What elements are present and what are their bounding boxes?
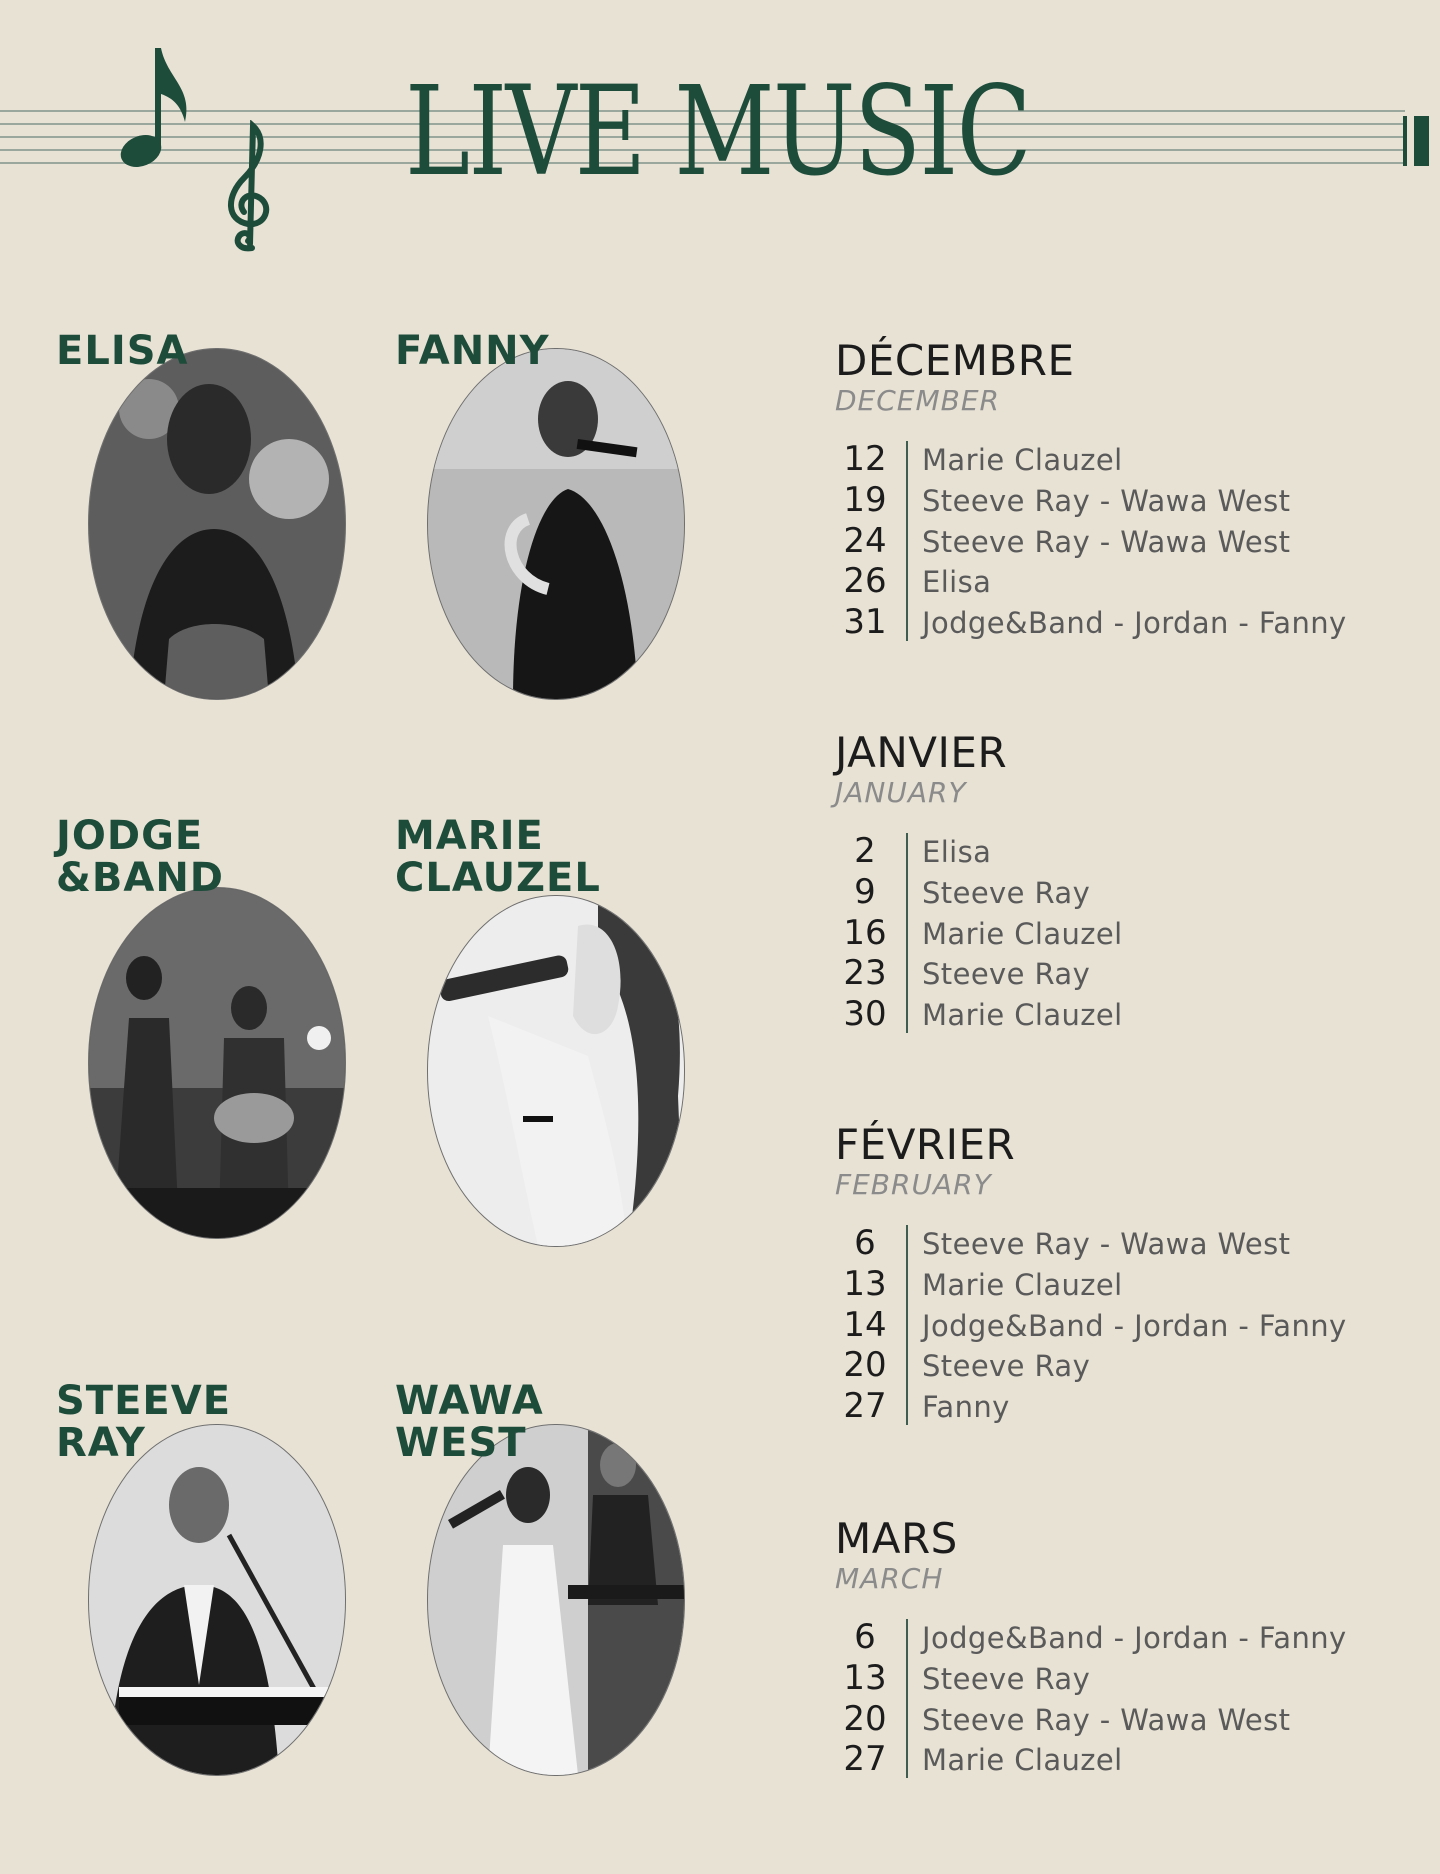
event-artist: Steeve Ray xyxy=(922,957,1091,992)
event-artist: Jodge&Band - Jordan - Fanny xyxy=(922,606,1347,641)
event-artist: Marie Clauzel xyxy=(922,1743,1123,1778)
artist-card-steeve-ray xyxy=(56,1380,356,1760)
photo-placeholder xyxy=(428,1425,684,1775)
event-day: 6 xyxy=(854,1223,876,1263)
photo-placeholder xyxy=(428,349,684,699)
event-artist: Steeve Ray xyxy=(922,1661,1091,1696)
event-day: 30 xyxy=(843,994,887,1035)
event-day: 14 xyxy=(843,1304,887,1345)
artist-card-marie-clauzel xyxy=(395,815,695,1195)
event-list xyxy=(835,439,1440,643)
event-row xyxy=(835,1386,1440,1427)
month-title: FÉVRIER xyxy=(835,1120,1016,1169)
event-day: 16 xyxy=(843,912,887,953)
event-row xyxy=(835,1739,1440,1780)
event-artist: Marie Clauzel xyxy=(922,443,1123,477)
photo-placeholder xyxy=(89,349,345,699)
event-row xyxy=(835,831,1440,872)
event-row xyxy=(835,1345,1440,1386)
event-day: 6 xyxy=(854,1617,876,1657)
month-block-january xyxy=(835,729,1440,1035)
artist-photo xyxy=(427,1424,685,1776)
artist-name: WAWA WEST xyxy=(395,1378,544,1466)
event-day: 19 xyxy=(843,479,887,520)
event-row xyxy=(835,1699,1440,1740)
event-day: 27 xyxy=(843,1739,887,1780)
event-row xyxy=(835,1305,1440,1346)
event-list xyxy=(835,831,1440,1035)
artist-card-wawa-west xyxy=(395,1380,695,1760)
event-day: 2 xyxy=(854,831,876,871)
artist-photo xyxy=(88,348,346,700)
event-artist: Steeve Ray - Wawa West xyxy=(922,483,1291,518)
event-artist: Elisa xyxy=(922,835,992,869)
event-artist: Marie Clauzel xyxy=(922,998,1123,1033)
artist-name: MARIE CLAUZEL xyxy=(395,813,601,901)
event-day: 31 xyxy=(843,602,887,643)
divider xyxy=(906,441,908,641)
month-block-march xyxy=(835,1515,1440,1780)
event-row xyxy=(835,913,1440,954)
event-artist: Jodge&Band - Jordan - Fanny xyxy=(922,1621,1347,1655)
artist-photo xyxy=(88,887,346,1239)
event-day: 13 xyxy=(843,1263,887,1304)
event-day: 9 xyxy=(854,871,876,912)
event-day: 26 xyxy=(843,561,887,602)
event-row xyxy=(835,1658,1440,1699)
photo-placeholder xyxy=(89,888,345,1238)
event-artist: Elisa xyxy=(922,565,992,600)
event-row xyxy=(835,561,1440,602)
month-title: DÉCEMBRE xyxy=(835,336,1075,385)
event-artist: Fanny xyxy=(922,1390,1010,1425)
event-day: 20 xyxy=(843,1698,887,1739)
event-row xyxy=(835,521,1440,562)
divider xyxy=(906,1619,908,1778)
event-artist: Steeve Ray xyxy=(922,875,1091,910)
month-subtitle: MARCH xyxy=(835,1562,944,1595)
event-row xyxy=(835,480,1440,521)
photo-placeholder xyxy=(428,896,684,1246)
event-artist: Marie Clauzel xyxy=(922,1267,1123,1302)
event-day: 12 xyxy=(843,439,887,479)
treble-clef-icon xyxy=(220,120,280,260)
month-subtitle: DECEMBER xyxy=(835,384,1001,417)
month-title: JANVIER xyxy=(835,728,1008,777)
page-title: LIVE MUSIC xyxy=(405,60,1030,204)
month-block-december xyxy=(835,337,1440,643)
event-day: 20 xyxy=(843,1345,887,1386)
artist-name: STEEVE RAY xyxy=(56,1378,232,1466)
event-artist: Jodge&Band - Jordan - Fanny xyxy=(922,1308,1347,1343)
month-subtitle: JANUARY xyxy=(835,776,967,809)
event-row xyxy=(835,953,1440,994)
artist-name: JODGE &BAND xyxy=(56,813,225,901)
event-day: 23 xyxy=(843,953,887,994)
event-row xyxy=(835,1223,1440,1264)
divider xyxy=(906,1225,908,1425)
artist-photo xyxy=(88,1424,346,1776)
event-day: 24 xyxy=(843,520,887,561)
event-row xyxy=(835,994,1440,1035)
event-artist: Steeve Ray - Wawa West xyxy=(922,1702,1291,1737)
event-row xyxy=(835,1264,1440,1305)
artist-card-jodge-band xyxy=(56,815,356,1195)
event-day: 27 xyxy=(843,1386,887,1427)
artist-card-fanny xyxy=(395,330,695,710)
event-row xyxy=(835,872,1440,913)
artist-name: FANNY xyxy=(395,328,550,374)
event-row xyxy=(835,439,1440,480)
event-artist: Marie Clauzel xyxy=(922,916,1123,951)
event-artist: Steeve Ray xyxy=(922,1349,1091,1384)
month-title: MARS xyxy=(835,1514,958,1563)
event-artist: Steeve Ray - Wawa West xyxy=(922,1227,1291,1261)
month-block-february xyxy=(835,1121,1440,1427)
artist-name: ELISA xyxy=(56,328,189,374)
schedule xyxy=(835,0,1435,1874)
event-list xyxy=(835,1617,1440,1780)
divider xyxy=(906,833,908,1033)
event-row xyxy=(835,1617,1440,1658)
eighth-note-icon xyxy=(115,40,195,180)
artist-photo xyxy=(427,348,685,700)
artist-photo xyxy=(427,895,685,1247)
event-list xyxy=(835,1223,1440,1427)
month-subtitle: FEBRUARY xyxy=(835,1168,992,1201)
event-artist: Steeve Ray - Wawa West xyxy=(922,524,1291,559)
event-row xyxy=(835,602,1440,643)
artist-card-elisa xyxy=(56,330,356,710)
photo-placeholder xyxy=(89,1425,345,1775)
event-day: 13 xyxy=(843,1657,887,1698)
